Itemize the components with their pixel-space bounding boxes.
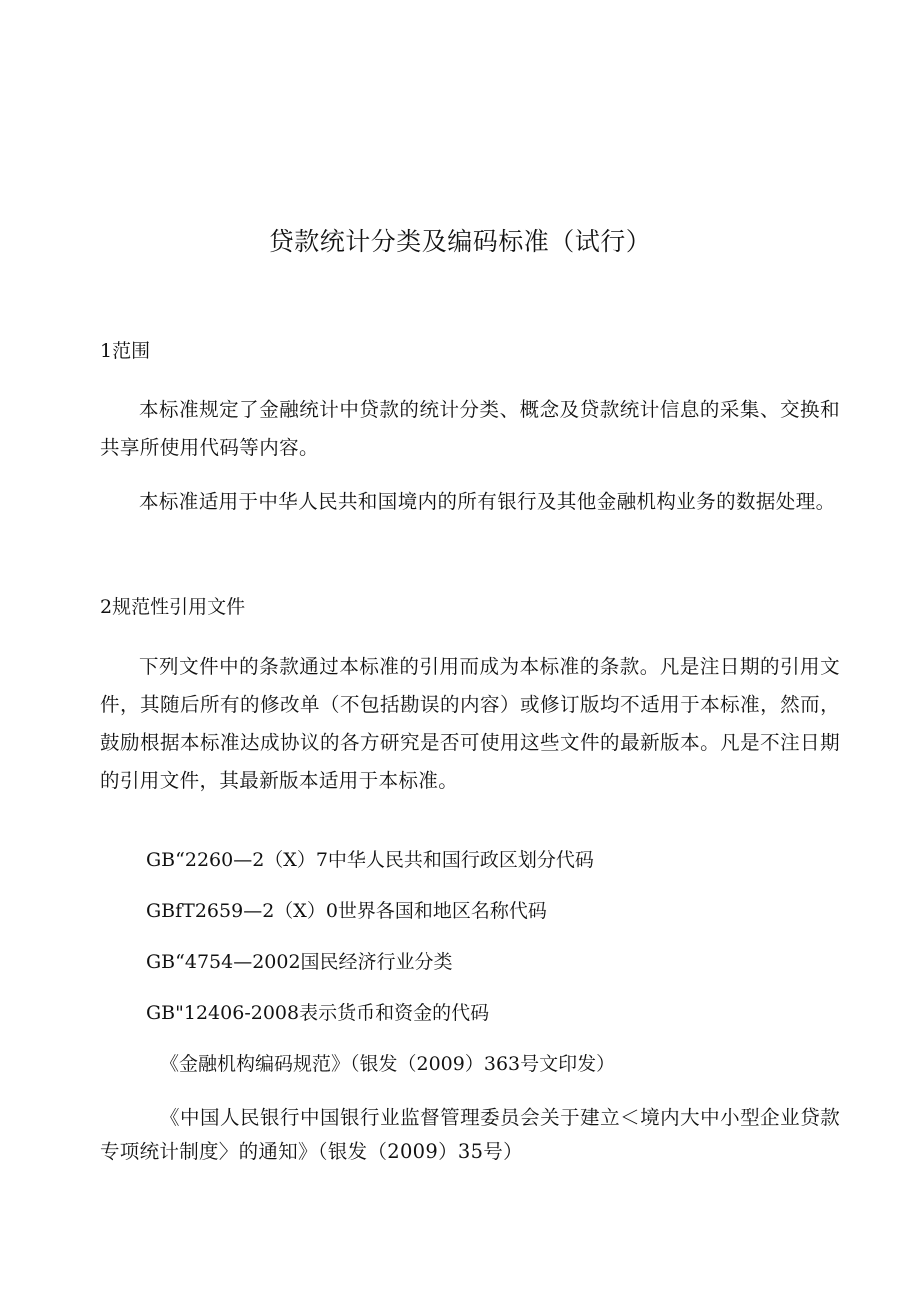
paragraph-scope-content: 本标准规定了金融统计中贷款的统计分类、概念及贷款统计信息的采集、交换和共享所使用代码等内容。 [100,398,840,459]
paragraph-normative-references: 下列文件中的条款通过本标准的引用而成为本标准的条款。凡是注日期的引用文件，其随后所有的修改单（不包括勘误的内容）或修订版均不适用于本标准，然而，鼓励根据本标准达成协议的各方研究是否可使用这些文件的最新版本。凡是不注日期的引用文件，其最新版本适用于本标准。 [100,655,840,792]
reference-item: GB“2260—2（X）7中华人民共和国行政区划分代码 [146,849,594,871]
document-title: 贷款统计分类及编码标准（试行） [268,227,652,256]
reference-item: GB"12406-2008表示货币和资金的代码 [146,1002,490,1024]
reference-item: 《金融机构编码规范》（银发（2009）363号文印发） [160,1053,616,1075]
reference-item: 《中国人民银行中国银行业监督管理委员会关于建立＜境内大中小型企业贷款专项统计制度〉的通知》（银发（2009）35号） [100,1106,840,1163]
reference-item: GBfT2659—2（X）0世界各国和地区名称代码 [146,900,547,922]
reference-item: GB“4754—2002国民经济行业分类 [146,951,453,973]
section-heading-scope: 1范围 [100,340,151,362]
paragraph-scope-applicability: 本标准适用于中华人民共和国境内的所有银行及其他金融机构业务的数据处理。 [139,490,836,513]
section-heading-normative-references: 2规范性引用文件 [100,596,246,618]
